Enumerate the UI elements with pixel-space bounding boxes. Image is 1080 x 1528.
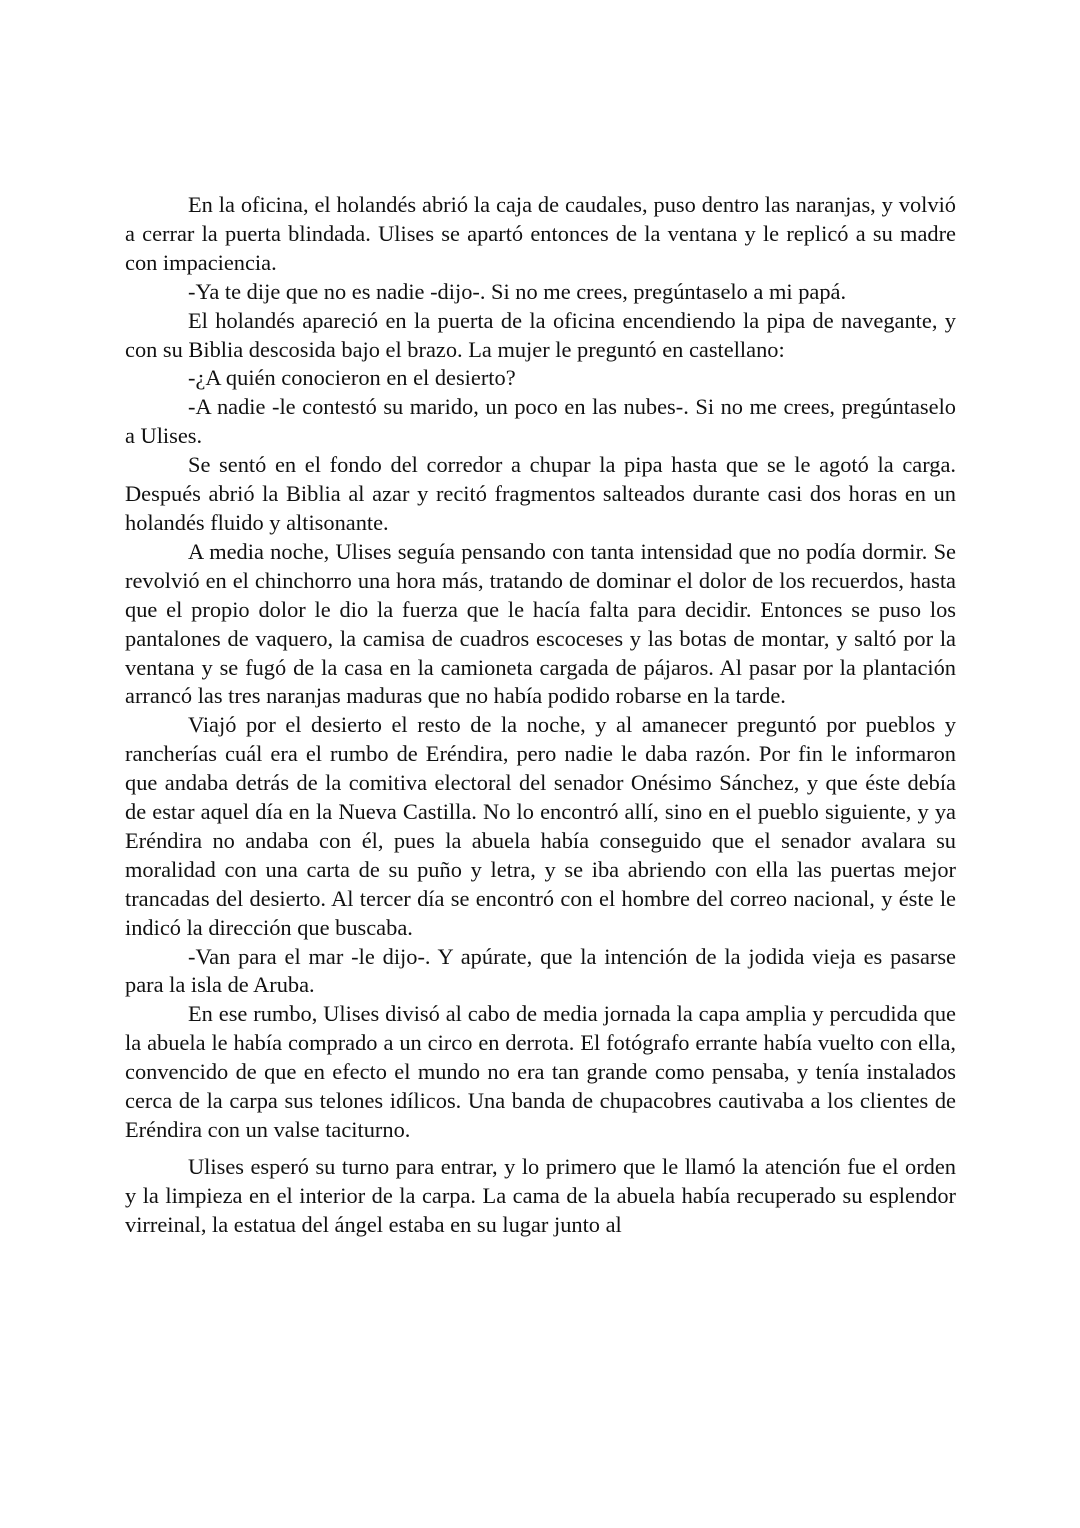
paragraph-office-safe: En la oficina, el holandés abrió la caja de caudales, puso dentro las naranjas, y volvió a cerrar la puerta blindada. Ulises se apartó entonces de la ventana y le replicó a su madre con impaciencia. — [125, 192, 956, 275]
paragraph-desert-journey: Viajó por el desierto el resto de la noche, y al amanecer preguntó por pueblos y rancherías cuál era el rumbo de Eréndira, pero nadie le daba razón. Por fin le informaron que andaba detrás de la comitiva electoral del senador Onésimo Sánchez, y que éste debía de estar aquel día en la Nueva Castilla. No lo encontró allí, sino en el pueblo siguiente, y ya Eréndira no andaba con él, pues la abuela había conseguido que el senador avalara su moralidad con una carta de su puño y letra, y se iba abriendo con ella las puertas mejor trancadas del desierto. Al tercer día se encontró con el hombre del correo nacional, y éste le indicó la dirección que buscaba. — [125, 712, 956, 940]
document-page — [125, 191, 956, 1240]
paragraph-dutchman-appears: El holandés apareció en la puerta de la oficina encendiendo la pipa de navegante, y con su Biblia descosida bajo el brazo. La mujer le preguntó en castellano: — [125, 307, 956, 362]
paragraph-dialogue-husband: -A nadie -le contestó su marido, un poco en las nubes-. Si no me crees, pregúntaselo a Ulises. — [125, 394, 956, 449]
paragraph-circus-tent: En ese rumbo, Ulises divisó al cabo de media jornada la capa amplia y percudida que la abuela le había comprado a un circo en derrota. El fotógrafo errante había vuelto con ella, convencido de que en efecto el mundo no era tan grande como pensaba, y tenía instalados cerca de la carpa sus telones idílicos. Una banda de chupacobres cautivaba a los clientes de Eréndira con un valse taciturno. — [125, 1001, 956, 1142]
paragraph-bible-reading: Se sentó en el fondo del corredor a chupar la pipa hasta que se le agotó la carga. Después abrió la Biblia al azar y recitó fragmentos salteados durante casi dos horas en un holandés fluido y altisonante. — [125, 452, 956, 535]
paragraph-dialogue-ulises: -Ya te dije que no es nadie -dijo-. Si no me crees, pregúntaselo a mi papá. — [188, 278, 847, 304]
paragraph-dialogue-question: -¿A quién conocieron en el desierto? — [188, 365, 516, 391]
paragraph-tent-interior: Ulises esperó su turno para entrar, y lo primero que le llamó la atención fue el orden y la limpieza en el interior de la carpa. La cama de la abuela había recuperado su esplendor virreinal, la estatua del ángel estaba en su lugar junto al — [125, 1153, 956, 1237]
paragraph-midnight-escape: A media noche, Ulises seguía pensando con tanta intensidad que no podía dormir. Se revolvió en el chinchorro una hora más, tratando de dominar el dolor de los recuerdos, hasta que el propio dolor le dio la fuerza que le hacía falta para decidir. Entonces se puso los pantalones de vaquero, la camisa de cuadros escoceses y las botas de montar, y saltó por la ventana y se fugó de la casa en la camioneta cargada de pájaros. Al pasar por la plantación arrancó las tres naranjas maduras que no había podido robarse en la tarde. — [125, 538, 956, 709]
paragraph-dialogue-mailman: -Van para el mar -le dijo-. Y apúrate, que la intención de la jodida vieja es pasarse para la isla de Aruba. — [125, 943, 956, 998]
